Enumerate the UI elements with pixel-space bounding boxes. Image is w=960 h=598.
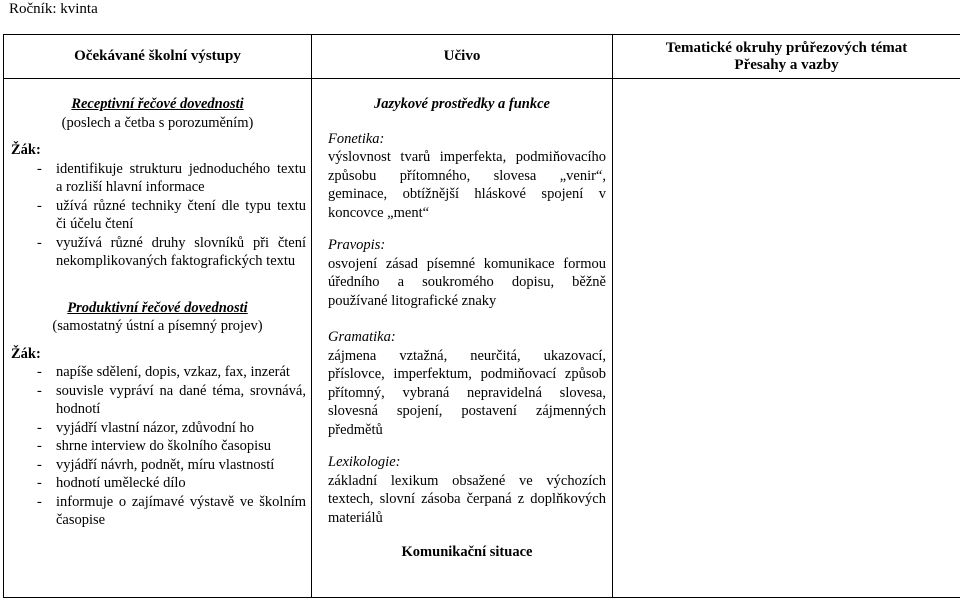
header-curriculum: Učivo [312,35,613,79]
header-expected-outcomes: Očekávané školní výstupy [4,35,312,79]
list-item: - souvisle vypráví na dané téma, srovnává, hodnotí [4,382,311,419]
grade-label: Ročník: kvinta [9,0,98,18]
cross-topics-cell [613,79,960,598]
header-cross-topics-line2: Přesahy a vazby [613,57,960,74]
list-item: - užívá různé techniky čtení dle typu textu či účelu čtení [4,197,311,234]
productive-pupil-label: Žák: [11,345,311,364]
header-row [4,35,960,79]
curriculum-table [3,34,960,598]
receptive-outcomes-list [4,160,311,271]
list-item: - identifikuje strukturu jednoduchého textu a rozliší hlavní informace [4,160,311,197]
content-row [4,79,960,598]
lexicology-label: Lexikologie: [328,453,606,472]
list-item: - vyjádří vlastní názor, zdůvodní ho [4,419,311,438]
list-item: - hodnotí umělecké dílo [4,474,311,493]
receptive-pupil-label: Žák: [11,141,311,160]
grammar-label: Gramatika: [328,328,606,347]
orthography-text: osvojení zásad písemné komunikace formou úředního a soukromého dopisu, běžně používané litografické znaky [328,255,606,311]
list-item: - informuje o zajímavé výstavě ve školním časopise [4,493,311,530]
list-item: - vyjádří návrh, podnět, míru vlastností [4,456,311,475]
receptive-subtitle: (poslech a četba s porozuměním) [4,114,311,133]
productive-outcomes-list [4,363,311,530]
list-item: - napíše sdělení, dopis, vzkaz, fax, inzerát [4,363,311,382]
phonetics-text: výslovnost tvarů imperfekta, podmiňovacího způsobu přítomného, slovesa „venir“, geminace, obtížnější hláskové spojení v koncovce „ment“ [328,148,606,222]
curriculum-content [312,79,612,562]
communication-situation-heading: Komunikační situace [328,543,606,562]
grammar-text: zájmena vztažná, neurčitá, ukazovací, příslovce, imperfektum, podmiňovací způsob přítomný, vybraná nepravidelná slovesa, slovesná spojení, postavení zájmenných předmětů [328,347,606,440]
productive-title: Produktivní řečové dovednosti [4,299,311,318]
header-cross-topics [613,35,960,79]
receptive-skills-block [4,79,311,271]
productive-skills-block [4,299,311,530]
outcomes-cell [4,79,312,598]
curriculum-cell [312,79,613,598]
productive-subtitle: (samostatný ústní a písemný projev) [4,317,311,336]
list-item: - využívá různé druhy slovníků při čtení nekomplikovaných faktografických textu [4,234,311,271]
curriculum-title: Jazykové prostředky a funkce [312,79,612,114]
header-cross-topics-line1: Tematické okruhy průřezových témat [613,40,960,57]
receptive-title: Receptivní řečové dovednosti [4,95,311,114]
list-item: - shrne interview do školního časopisu [4,437,311,456]
orthography-label: Pravopis: [328,236,606,255]
phonetics-label: Fonetika: [328,130,606,149]
lexicology-text: základní lexikum obsažené ve výchozích textech, slovní zásoba čerpaná z doplňkových materiálů [328,472,606,528]
